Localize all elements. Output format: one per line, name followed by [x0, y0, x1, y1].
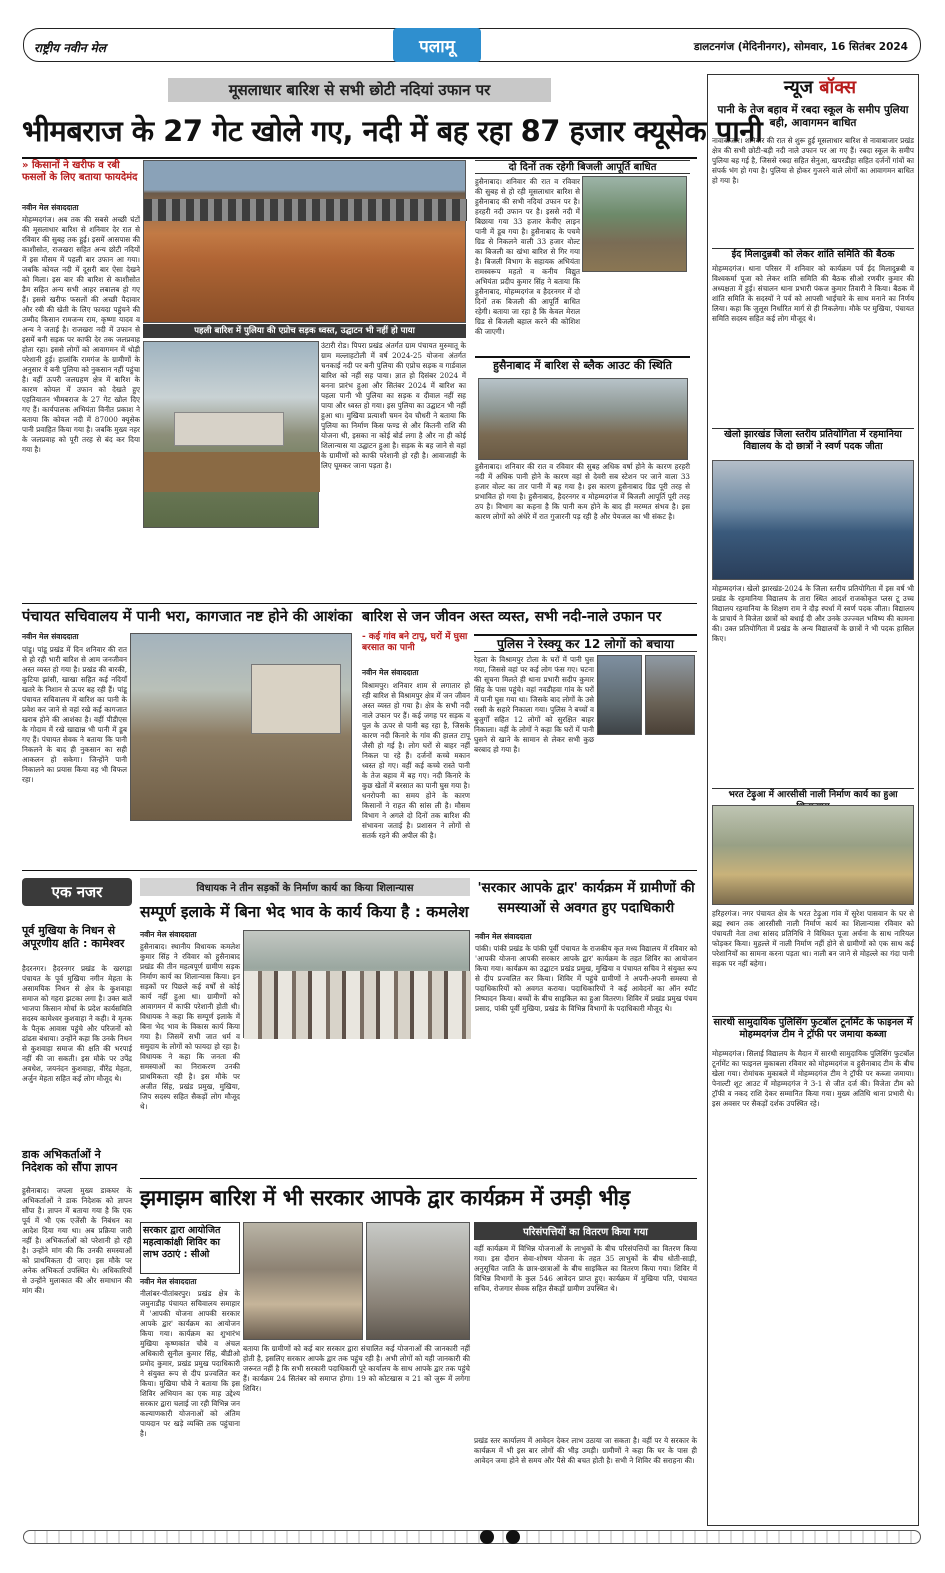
- ekmanjar-label: एक नजर: [51, 883, 103, 901]
- blackout-body: हुसैनाबाद। शनिवार की रात व रविवार की सुबह अधिक वर्षा होने के कारण हरहरी नदी में अधिक पानी होने के कारण वहां से देवरी सब स्टेशन पर जाने वाला 33 हजार वोल्ट का तार पानी में बह गया है। इस कारण हुसैनाबाद ग्रिड पूरी तरह से प्रभावित हो गया है। हुसैनाबाद, हैदरनगर व मोहम्मदगंज में बिजली आपूर्ति पूरी तरह ठप है। विभाग का कहना है कि पानी कम होने के बाद ही मरम्मत संभव है। इस कारण लोगों को अंधेरे में रात गुजारनी पड़ रही है और पेयजल का भी संकट है।: [475, 462, 690, 521]
- lead-kicker: मूसलाधार बारिश से सभी छोटी नदियां उफान पर: [228, 81, 491, 99]
- newsbox-item-5-head: सारथी सामुदायिक पुलिसिंग फुटबॉल टूर्नामेंट के फाइनल में मोहम्मदगंज टीम ने ट्रॉफी पर जमाया कब्जा: [712, 1016, 914, 1046]
- bottom-body-3: वहीं कार्यक्रम में विभिन्न योजनाओं के लाभुकों के बीच परिसंपत्तियों का वितरण किया गया। इस दौरान सेवा-शोषण योजना के तहत 35 लाभुकों के बीच धोती-साड़ी, अनुसूचित जाति के छात्र-छात्राओं के बीच साइकिल का वितरण किया गया। शिविर में विभिन्न विभागों के कुल 546 आवेदन प्राप्त हुए। कार्यक्रम में मुखिया पति, पंचायत सचिव, रोजगार सेवक सहित सैकड़ों ग्रामीण उपस्थित थे।: [474, 1244, 697, 1293]
- news-box-label-2: बॉक्स: [819, 77, 857, 98]
- shilanyas-head: सम्पूर्ण इलाके में बिना भेद भाव के कार्य किया है : कमलेश: [140, 903, 469, 921]
- newsbox-item-3-photo: [712, 460, 914, 580]
- bottom-box-right: [474, 1222, 697, 1240]
- lead-kicker-band: [168, 78, 551, 102]
- dateline: डालटनगंज (मेदिनीनगर), सोमवार, 16 सितंबर 2024: [693, 41, 908, 53]
- flood-sub: - कई गांव बने टापू, घरों में घुसा बरसात का पानी: [362, 632, 468, 653]
- lead-body: मोहम्मदगंज। अब तक की सबसे अच्छी घंटों की मूसलाधार बारिश से शनिवार देर रात से रविवार की सुबह तक हुई। इसमें आसपास की काशीसोत, राजखरा सहित अन्य छोटी नदियों में इस मौसम में पहली बार उफान आ गया। जबकि कोयल नदी में दूसरी बार ऐसा देखने को मिला। इस बार की बारिश से काशीसोत डैम सहित अन्य सभी आहर लबालब हो गए हैं। इससे खरीफ फसलों की अच्छी पैदावार और रबी की खेती के लिए फायदा पहुंचने की उम्मीद किसान रामजन्म राम, कृष्णा यादव व अन्य ने जताई है। राजखरा नदी में उफान से इसमें बनी सड़क पर काफी देर तक जलप्रवाह होता रहा। इससे लोगों को आवागमन में थोड़ी परेशानी हुई। हालांकि रामगंज के ग्रामीणों के अनुसार ये बनी पुलिया को नुकसान नहीं पहुंचा है। वहीं ऊपरी जलग्रहण क्षेत्र में बारिश के कारण कोयल में उफान को देखते हुए एहतियातन भीमबराज के 27 गेट खोल दिए गए हैं। कार्यपालक अभियंता विनीत प्रकाश ने बताया कि कोयल नदी में 87000 क्यूसेक पानी प्रवाहित किया गया है। जबकि मुख्य नहर के जलप्रवाह को पूरी तरह से बंद कर दिया गया है।: [22, 215, 140, 454]
- bottom-photo-1: [243, 1222, 363, 1340]
- newsbox-item-1-body: नावाबाजार। शनिवार की रात से शुरू हुई मूसलाधार बारिश से नावाबाजार प्रखंड क्षेत्र की सभी छोटी-बड़ी नदी नाले उफान पर आ गए हैं। रबदा स्कूल के समीप पुलिया बह गई है, जिससे रबदा सहित सेनुआ, खपरडीहा सहित दर्जनों गांवों का संपर्क भंग हो गया है। पुलिया से होकर गुजरने वाले लोगों का आवागमन बाधित हो गया है।: [712, 136, 914, 185]
- sarkar-byline: नवीन मेल संवाददाता: [475, 932, 532, 941]
- power-body-2: [475, 272, 690, 347]
- rescue-head: पुलिस ने रेस्क्यू कर 12 लोगों को बचाया: [474, 634, 697, 652]
- newsbox-item-2-body: मोहम्मदगंज। थाना परिसर में शनिवार को कार्यक्रम पर्व ईद मिलादुन्नबी व विश्वकर्मा पूजा को लेकर शांति समिति की बैठक सीओ रणवीर कुमार की अध्यक्षता में हुई। संचालन थाना प्रभारी पंकज कुमार तिवारी ने किया। बैठक में शांति समिति के सदस्यों ने पर्व को आपसी भाईचारे के साथ मनाने का निर्णय लिया। कहा कि जुलूस निर्धारित मार्ग से ही निकलेगा। मौके पर मुखिया, पंचायत समिति सदस्य सहित कई लोग मौजूद थे।: [712, 264, 914, 323]
- shilanyas-byline: नवीन मेल संवाददाता: [140, 930, 197, 939]
- section-rule-3: [140, 1178, 697, 1179]
- shilanyas-body: हुसैनाबाद। स्थानीय विधायक कमलेश कुमार सिंह ने रविवार को हुसैनाबाद प्रखंड की तीन महत्वपूर्ण ग्रामीण सड़क निर्माण कार्य का शिलान्यास किया। इन सड़कों पर पिछले कई वर्षों से कोई कार्य नहीं हुआ था। ग्रामीणों को आवागमन में काफी परेशानी होती थी। विधायक ने कहा कि सम्पूर्ण इलाके में बिना भेद भाव के विकास कार्य किया गया है। जिसमें सभी जात धर्म व समुदाय के लोगों को फायदा हो रहा है। विधायक ने कहा कि जनता की समस्याओं का निराकरण उनकी प्राथमिकता रही है। इस मौके पर अजीत सिंह, प्रखंड प्रमुख, मुखिया, जिप सदस्य सहित सैकड़ों लोग मौजूद थे।: [140, 942, 240, 1111]
- news-box-label-1: न्यूज: [783, 77, 813, 98]
- newsbox-item-4-body: हरिहरगंज। नगर पंचायत क्षेत्र के भरत टेढ़ुआ गांव में सुरेश पासवान के घर से ब्रह्म स्थान तक आरसीसी नाली निर्माण कार्य का शिलान्यास रविवार को पंचायती नेता तथा सांसद प्रतिनिधि ने विधिवत पूजा अर्चना के साथ नारियल फोड़कर किया। मुहल्ले में नाली निर्माण नहीं होने से ग्रामीणों को एक साथ कई परेशानियों का सामना करना पड़ता था। नाली बन जाने से मोहल्ले का गंदा पानी सड़क पर नहीं बहेगा।: [712, 909, 914, 968]
- ekmanjar-item-2-head: डाक अभिकर्ताओं ने निदेशक को सौंपा ज्ञापन: [22, 1148, 118, 1174]
- panchayat-photo: [130, 633, 352, 821]
- footer-color-dot-2: [506, 1530, 520, 1544]
- shilanyas-photo: [243, 930, 470, 1038]
- blackout-photo: [478, 378, 688, 460]
- bridge-body: उंटारी रोड। पिपरा प्रखंड अंतर्गत ग्राम पंचायत मुरुमातू के ग्राम मल्लाहटोली में वर्ष 2024-25 योजना अंतर्गत चनकाई नदी पर बनी पुलिया की एप्रोच सड़क व गार्डवाल बारिश को नहीं सह पाया। ज्ञात हो दिसंबर 2024 में बनना प्रारंभ हुआ और सितंबर 2024 में बारिश का पहला पानी भी पुलिया का सड़क व दीवाल नहीं सह पाया और ध्वस्त हो गया। इस पुलिया का उद्घाटन भी नहीं हुआ था। मुखिया प्रत्याशी चमन देव चौधरी ने बताया कि पुलिया का निर्माण किस फण्ड से और कितनी राशि की योजना थी, इसका ना कोई बोर्ड लगा है और ना ही कोई शिलान्यास या उद्घाटन हुआ है। सड़क के बह जाने से वहां के ग्रामीणों को काफी परेशानी हो रही है। आवाजाही के लिए घूमकर जाना पड़ता है।: [321, 341, 466, 470]
- newsbox-item-1-head: पानी के तेज बहाव में रबदा स्कूल के समीप पुलिया बही, आवागमन बाधित: [717, 104, 909, 129]
- flood-byline: नवीन मेल संवाददाता: [362, 668, 419, 677]
- power-photo: [582, 176, 687, 272]
- shilanyas-body-2: [243, 1042, 470, 1174]
- flood-body-2: [474, 770, 697, 867]
- ekmanjar-item-1-head: पूर्व मुखिया के निधन से अपूरणीय क्षति : कामेश्वर: [22, 924, 125, 950]
- barrage-photo: [143, 160, 466, 323]
- sarkar-body: पांकी। पांकी प्रखंड के पांकी पूर्वी पंचायत के राजकीय कृत मध्य विद्यालय में रविवार को 'आपकी योजना आपकी सरकार आपके द्वार' कार्यक्रम के तहत शिविर का आयोजन किया गया। कार्यक्रम का उद्घाटन प्रखंड प्रमुख, मुखिया व पंचायत सचिव ने संयुक्त रूप से दीप प्रज्वलित कर किया। शिविर में पहुंचे ग्रामीणों ने अपनी-अपनी समस्या से पदाधिकारियों को अवगत कराया। पदाधिकारियों ने कई आवेदनों का ऑन स्पॉट निष्पादन किया। बच्चों के बीच साइकिल का हुआ वितरण। शिविर में प्रखंड प्रमुख पंचम प्रसाद, पांकी पूर्वी मुखिया, प्रखंड के विभिन्न विभागों के पदाधिकारी मौजूद थे।: [475, 944, 697, 1013]
- bottom-box2-head: परिसंपत्तियों का वितरण किया गया: [523, 1227, 648, 1238]
- lead-headline: भीमबराज के 27 गेट खोले गए, नदी में बह रहा 87 हजार क्यूसेक पानी: [22, 114, 763, 148]
- newsbox-item-2-head: ईद मिलादुन्नबी को लेकर शांति समिति की बैठक: [712, 248, 914, 262]
- ekmanjar-item-2-body: हुसैनाबाद। जपला मुख्य डाकघर के अभिकर्ताओं ने डाक निदेशक को ज्ञापन सौंपा है। ज्ञापन में बताया गया है कि एक पूर्व में भी एक एजेंसी के निबंधन का आदेश दिया गया था। अब प्रक्रिया जारी नहीं है। अभिकर्ताओं को परेशानी हो रही है। उन्होंने मांग की कि उनकी समस्याओं को प्राथमिकता दी जाए। इस मौके पर अनेक अभिकर्ता उपस्थित थे। अधिकारियों से उन्होंने मुलाकात की और समाधान की मांग की।: [22, 1186, 132, 1295]
- newsbox-item-3-body: मोहम्मदगंज। खेलो झारखंड-2024 के जिला स्तरीय प्रतियोगिता में इस वर्ष भी प्रखंड के रहमानिया विद्यालय के तारा स्थित आदर्श राजकोकृत प्लस टू उच्च विद्यालय रहमानिया के शिक्षण राम ने दौड़ स्पर्धा में स्वर्ण पदक जीता। विद्यालय के प्राचार्य ने विजेता छात्रों को बधाई दी और उनके उज्ज्वल भविष्य की कामना की। उक्त प्रतियोगिता में प्रखंड के अन्य विद्यालयों के छात्रों ने भी पदक हासिल किए।: [712, 584, 914, 643]
- bottom-box-head: सरकार द्वारा आयोजित महत्वाकांक्षी शिविर का लाभ उठाएं : सीओ: [143, 1225, 221, 1260]
- ekmanjar-label-box: [22, 878, 132, 906]
- flood-head: बारिश से जन जीवन अस्त व्यस्त, सभी नदी-नाले उफान पर: [362, 609, 662, 625]
- lead-side-bullet: »: [22, 160, 29, 171]
- bridge-water: [144, 452, 320, 492]
- section-title: पलामू: [419, 36, 455, 57]
- paper-name: राष्ट्रीय नवीन मेल: [34, 41, 106, 55]
- rescue-photo-1: [597, 655, 642, 735]
- shilanyas-kicker-band: [140, 878, 470, 896]
- power-body: हुसैनाबाद। शनिवार की रात व रविवार की सुबह से हो रही मूसलाधार बारिश से हुसैनाबाद की सभी नदियां उफान पर है। हरहरी नदी उफान पर है। इससे नदी में बिछाया गया 33 हजार केवीए लाइन पानी में डूब गया है। हुसैनाबाद के पचमे ग्रिड से निकलने वाली 33 हजार वोल्ट का बिजली का खंभा बारिश से गिर गया है। बिजली विभाग के सहायक अभियंता रामस्वरूप महतो व कनीय विद्युत अभियंता प्रदीप कुमार सिंह ने बताया कि हुसैनाबाद, मोहम्मदगंज व हैदरनगर में दो दिनों तक बिजली की आपूर्ति बाधित रहेगी। बताया जा रहा है कि केवल मेराल ग्रिड से बिजली बहाल करने की कोशिश की जाएगी।: [475, 177, 580, 336]
- panchayat-body: पांडू। पांडू प्रखंड में दिन शनिवार की रात से हो रही भारी बारिश से आम जनजीवन अस्त व्यस्त हो गया है। प्रखंड की बारकी, कुटिया झांसी, खाखा सहित कई नदियाँ खतरे के निशान से ऊपर बह रही हैं। पांडू पंचायत सचिवालय में बारिश का पानी के प्रवेश कर जाने से वहां रखे कई कागजात खराब होने की आशंका है। वहीं पीडीएस के गोदाम में रखे खाद्यान्न भी पानी में डूब गए हैं। पंचायत सेवक ने बताया कि पानी निकलने के बाद ही नुकसान का सही आकलन हो सकेगा। जिन्होंने पानी निकालने का प्रयास किया वह भी विफल रहा।: [22, 645, 127, 784]
- blackout-head: हुसैनाबाद में बारिश से ब्लैक आउट की स्थिति: [475, 356, 690, 374]
- bottom-box-left: [140, 1222, 240, 1274]
- newsbox-item-4-head: भरत टेढ़ुआ में आरसीसी नाली निर्माण कार्य का हुआ: [712, 788, 914, 802]
- section-rule-1: [22, 603, 697, 604]
- bridge-caption: पहली बारिश में पुलिया की एप्रोच सड़क ध्वस्त, उद्घाटन भी नहीं हो पाया: [143, 324, 466, 338]
- bridge-structure: [174, 412, 284, 446]
- panchayat-byline: नवीन मेल संवाददाता: [22, 632, 79, 641]
- rescue-photo-2: [645, 655, 695, 735]
- shilanyas-kicker: विधायक ने तीन सड़कों के निर्माण कार्य का किया शिलान्यास: [196, 883, 414, 894]
- newsbox-item-3-head: खेलो झारखंड जिला स्तरीय प्रतियोगिता में रहमानिया विद्यालय के दो छात्रों ने स्वर्ण पदक जीता: [712, 428, 914, 456]
- lead-side-head: [22, 160, 140, 200]
- bottom-byline: नवीन मेल संवाददाता: [140, 1277, 197, 1286]
- lead-side-head-text: किसानों ने खरीफ व रबी फसलों के लिए बताया फायदेमंद: [22, 160, 138, 183]
- newsbox-item-4-photo: [712, 805, 914, 905]
- bottom-photo-2: [366, 1222, 470, 1340]
- footer-strip: [23, 1530, 921, 1544]
- panchayat-building: [251, 664, 341, 734]
- sarkar-head: 'सरकार आपके द्वार' कार्यक्रम में ग्रामीणों की समस्याओं से अवगत हुए पदाधिकारी: [477, 880, 695, 916]
- flood-body: विश्रामपुर। शनिवार शाम से लगातार हो रही बारिश से विश्रामपुर क्षेत्र में जन जीवन अस्त व्यस्त हो गया है। क्षेत्र के सभी नदी नाले उफान पर हैं। कई जगह पर सड़क व पुल के ऊपर से पानी बह रहा है, जिसके कारण नदी किनारे के गांव की हालत टापू जैसी हो गई है। लोग घरों से बाहर नहीं निकल पा रहे हैं। दर्जनों कच्चे मकान ध्वस्त हो गए। वहीं कई कच्चे रास्ते पानी के तेज बहाव में बह गए। नदी किनारे के कुछ खेतों में बरसात का पानी घुस गया है। धनरोपनी का समय होने के कारण किसानों ने राहत की सांस ली है। मौसम विभाग ने अगले दो दिनों तक बारिश की संभावना जताई है। प्रशासन ने लोगों से सतर्क रहने की अपील की है।: [362, 681, 470, 840]
- news-box-label: [760, 76, 880, 100]
- bottom-body-2: बताया कि ग्रामीणों को कई बार सरकार द्वारा संचालित कई योजनाओं की जानकारी नहीं होती है, इसलिए सरकार आपके द्वार तक पहुंच रही है। अभी लोगों को यही जानकारी की जरूरत नहीं है कि सभी सरकारी पदाधिकारी पूरे कार्यालय के साथ आपके द्वार तक पहुंचे हैं। कार्यक्रम 24 सितंबर को समाप्त होगा। 19 को कोटखास व 21 को जुरू में लगेगा शिविर।: [243, 1344, 470, 1393]
- newsbox-item-5-body: मोहम्मदगंज। सिलाई विद्यालय के मैदान में सारथी सामुदायिक पुलिसिंग फुटबॉल टूर्नामेंट का फाइनल मुकाबला रविवार को मोहम्मदगंज व हुसैनाबाद टीम के बीच खेला गया। रोमांचक मुकाबले में मोहम्मदगंज टीम ने ट्रॉफी पर कब्जा जमाया। पेनाल्टी शूट आउट में मोहम्मदगंज ने 3-1 से जीत दर्ज की। विजेता टीम को ट्रॉफी व नकद राशि देकर सम्मानित किया गया। मुख्य अतिथि थाना प्रभारी थे। इस अवसर पर सैकड़ों दर्शक उपस्थित रहे।: [712, 1049, 914, 1108]
- section-rule-2: [22, 870, 697, 871]
- shilanyas-crowd: [244, 971, 471, 1039]
- power-head: दो दिनों तक रहेगी बिजली आपूर्ति बाधित: [475, 160, 690, 174]
- bridge-photo: [143, 341, 319, 528]
- panchayat-head: पंचायत सचिवालय में पानी भरा, कागजात नष्ट होने की आशंका: [22, 609, 353, 625]
- ekmanjar-item-1-body: हैदरनगर। हैदरनगर प्रखंड के खरगड़ा पंचायत के पूर्व मुखिया नगीन मेहता के असामयिक निधन से क्षेत्र के कुशवाहा समाज को गहरा झटका लगा है। उक्त बातें भाजपा किसान मोर्चा के प्रदेश कार्यसमिति सदस्य कामेश्वर कुशवाहा ने कही। वे मृतक के पैतृक आवास पहुंचे और परिजनों को ढांढस बंधाया। उन्होंने कहा कि उनके निधन से कुशवाहा समाज की क्षति की भरपाई नहीं की जा सकती। इस मौके पर उपेंद्र अवधेश, जयनंदन कुशवाहा, वीरेंद्र मेहता, अर्जुन मेहता सहित कई लोग मौजूद थे।: [22, 964, 132, 1083]
- lead-rule: [22, 157, 697, 159]
- rescue-body: रेहला के विश्रामपुर टोला के घरों में पानी घुस गया, जिससे वहां पर कई लोग फंस गए। घटना की सूचना मिलते ही थाना प्रभारी सदीप कुमार सिंह के पास पहुंचे। वहां नवडीहवा गांव के घरों में पानी घुस गया था। जिसके बाद लोगों के उसे रस्सी के सहारे निकाला गया। पुलिस ने बच्चों व बुजुर्गों सहित 12 लोगों को सुरक्षित बाहर निकाला। वहीं के लोगों ने कहा कि घरों में पानी घुसने से खाने के सामान से लेकर सभी कुछ बरबाद हो गया है।: [474, 655, 594, 754]
- bottom-headline: झमाझम बारिश में भी सरकार आपके द्वार कार्यक्रम में उमड़ी भीड़: [140, 1186, 630, 1211]
- footer-color-dot-1: [480, 1530, 494, 1544]
- bottom-body-1: नीलांबर-पीतांबरपुर। प्रखंड क्षेत्र के जमुनाडीह पंचायत सचिवालय समाहार में 'आपकी योजना आपकी सरकार आपके द्वार' कार्यक्रम का आयोजन किया गया। कार्यक्रम का शुभारंभ मुखिया कृष्णकांत चौबे व अंचल अधिकारी सुनील कुमार सिंह, बीडीओ प्रमोद कुमार, प्रखंड प्रमुख पदाधिकारी ने संयुक्त रूप से दीप प्रज्वलित कर किया। मुखिया चौबे ने बताया कि इस शिविर अभियान का एक माह उद्देश्य सरकार द्वारा चलाई जा रही विभिन्न जन कल्याणकारी योजनाओं को अंतिम पायदान पर खड़े व्यक्ति तक पहुंचाना है।: [140, 1289, 240, 1438]
- barrage-gates: [144, 199, 467, 221]
- lead-byline: नवीन मेल संवाददाता: [22, 203, 79, 212]
- bottom-body-4: प्रखंड स्तर कार्यालय में आवेदन देकर लाभ उठाया जा सकता है। वहीं पर ये सरकार के कार्यक्रम में भी इस बार लोगों की भीड़ उमड़ी। ग्रामीणों ने कहा कि घर के पास ही आवेदन जमा होने से समय और पैसे की बचत होती है। सभी ने शिविर की सराहना की।: [474, 1436, 697, 1465]
- panchayat-body-2: [130, 825, 352, 867]
- section-tab: [393, 28, 481, 62]
